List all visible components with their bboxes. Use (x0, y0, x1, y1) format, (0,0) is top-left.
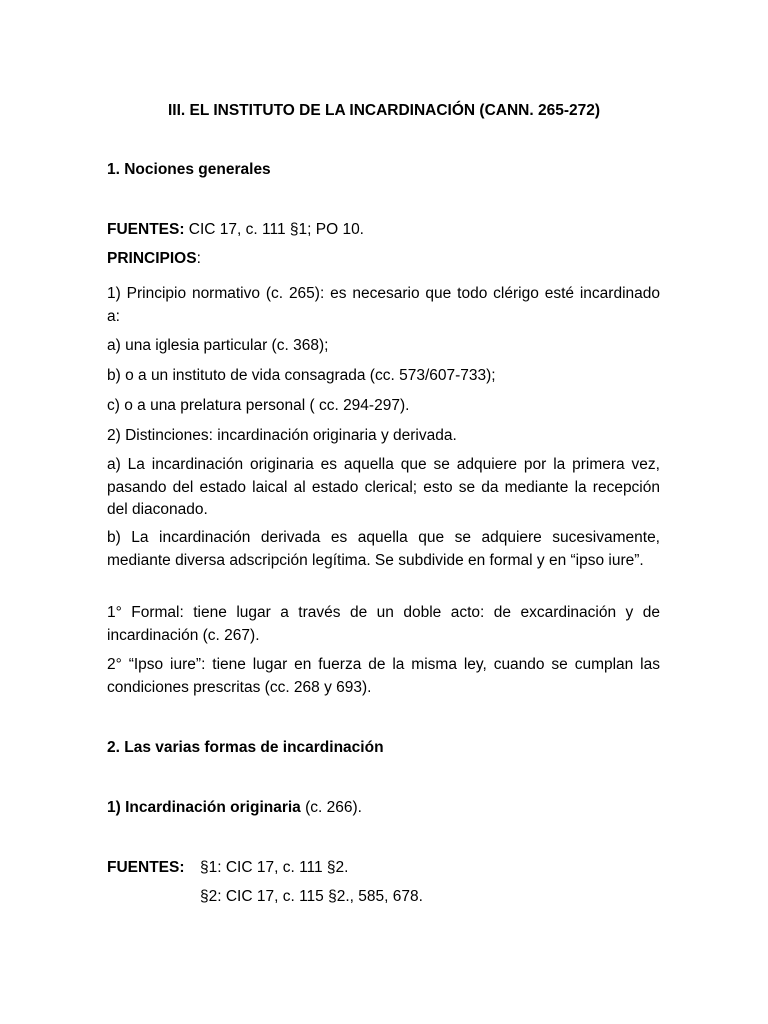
paragraph-originaria: a) La incardinación originaria es aquella que se adquiere por la primera vez, pasando del estado laical al estado clerical; esto se da mediante la recepción del diaconado. (107, 456, 660, 518)
item-c-prelatura: c) o a una prelatura personal ( cc. 294-297). (107, 397, 410, 414)
section-heading-formas: 2. Las varias formas de incardinación (107, 739, 384, 756)
paragraph-formal: 1° Formal: tiene lugar a través de un doble acto: de excardinación y de incardinación (c. 267). (107, 604, 660, 644)
paragraph-derivada: b) La incardinación derivada es aquella que se adquiere sucesivamente, mediante diversa adscripción legítima. Se subdivide en formal y en “ipso iure”. (107, 529, 660, 569)
subheading-label: 1) Incardinación originaria (107, 799, 301, 816)
paragraph-distinciones: 2) Distinciones: incardinación originaria y derivada. (107, 427, 457, 444)
fuentes-line-1: §1: CIC 17, c. 111 §2. (200, 859, 349, 876)
item-a-iglesia: a) una iglesia particular (c. 368); (107, 337, 329, 354)
fuentes-label-2: FUENTES: (107, 859, 185, 876)
subheading-ref: (c. 266). (300, 799, 362, 816)
document-title: III. EL INSTITUTO DE LA INCARDINACIÓN (CANN. 265-272) (167, 102, 601, 119)
paragraph-ipso-iure: 2° “Ipso iure”: tiene lugar en fuerza de la misma ley, cuando se cumplan las condiciones prescritas (cc. 268 y 693). (107, 656, 660, 696)
fuentes-label: FUENTES: (107, 221, 185, 238)
paragraph-principio-normativo: 1) Principio normativo (c. 265): es necesario que todo clérigo esté incardinado a: (107, 285, 660, 325)
principios-colon: : (196, 250, 201, 267)
fuentes-text: CIC 17, c. 111 §1; PO 10. (184, 221, 364, 238)
item-b-instituto: b) o a un instituto de vida consagrada (cc. 573/607-733); (107, 367, 496, 384)
subheading-originaria (107, 797, 660, 819)
section-heading-nociones: 1. Nociones generales (107, 161, 271, 178)
fuentes-line (107, 219, 660, 241)
fuentes-line-2: §2: CIC 17, c. 115 §2., 585, 678. (200, 888, 423, 905)
principios-line (107, 248, 660, 270)
principios-label: PRINCIPIOS (107, 250, 197, 267)
